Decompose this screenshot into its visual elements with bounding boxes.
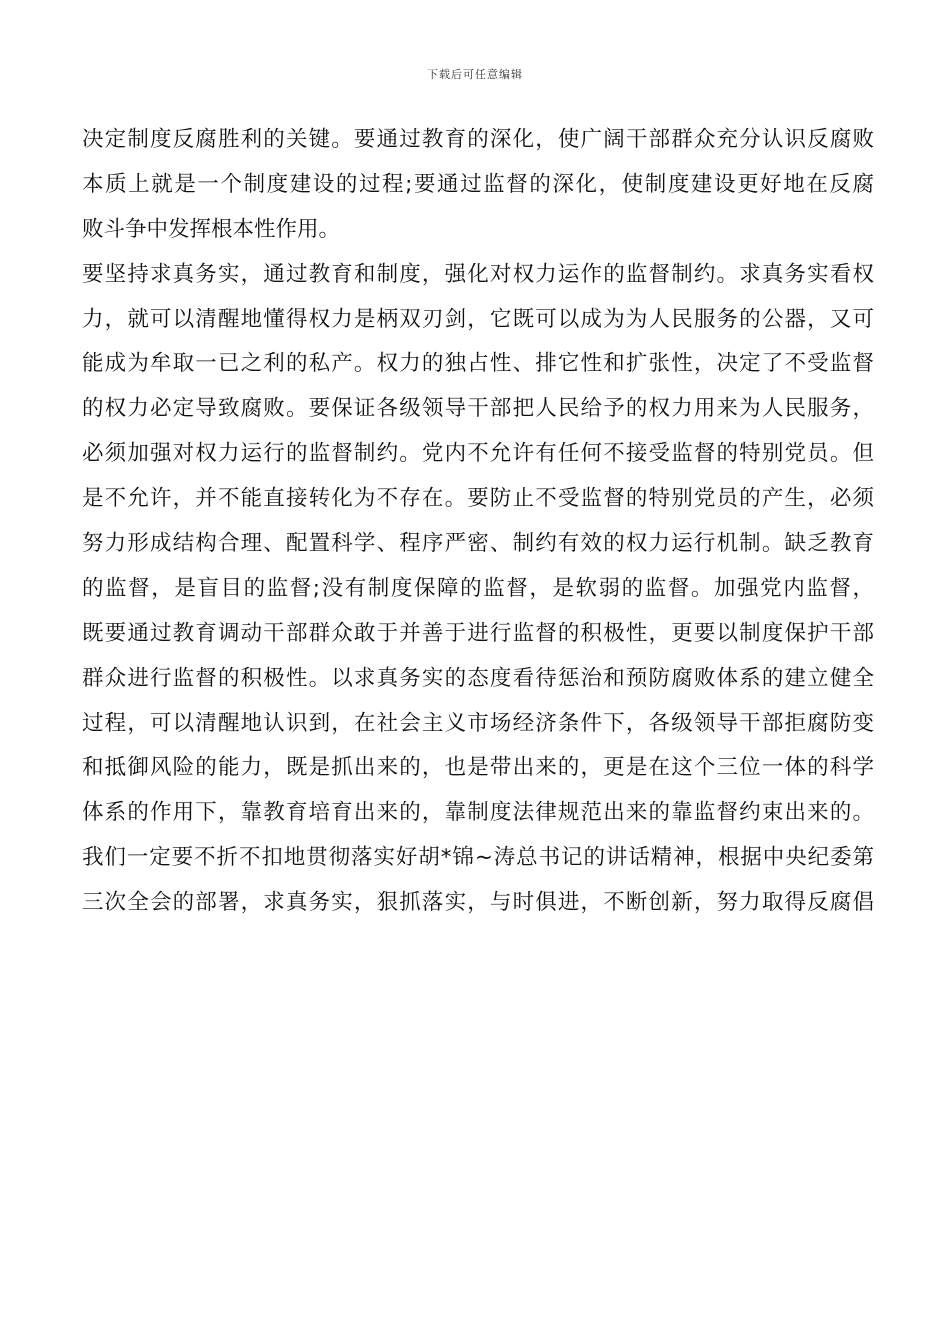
- text-line: 必须加强对权力运行的监督制约。党内不允许有任何不接受监督的特别党员。但: [82, 441, 874, 467]
- text-line: 的权力必定导致腐败。要保证各级领导干部把人民给予的权力用来为人民服务，: [82, 396, 874, 422]
- text-line: 既要通过教育调动干部群众敢于并善于进行监督的积极性，更要以制度保护干部: [82, 620, 874, 646]
- text-line: 群众进行监督的积极性。以求真务实的态度看待惩治和预防腐败体系的建立健全: [82, 665, 874, 691]
- text-line: 能成为牟取一已之利的私产。权力的独占性、排它性和扩张性，决定了不受监督: [82, 351, 874, 377]
- text-line: 本质上就是一个制度建设的过程;要通过监督的深化，使制度建设更好地在反腐: [82, 171, 874, 197]
- text-line: 我们一定要不折不扣地贯彻落实好胡*锦~涛总书记的讲话精神，根据中央纪委第: [82, 845, 874, 871]
- text-line: 和抵御风险的能力，既是抓出来的，也是带出来的，更是在这个三位一体的科学: [82, 755, 874, 781]
- text-line: 力，就可以清醒地懂得权力是柄双刃剑，它既可以成为为人民服务的公器，又可: [82, 306, 874, 332]
- text-line: 努力形成结构合理、配置科学、程序严密、制约有效的权力运行机制。缺乏教育: [82, 531, 874, 557]
- text-line: 要坚持求真务实，通过教育和制度，强化对权力运作的监督制约。求真务实看权: [82, 261, 874, 287]
- text-line: 决定制度反腐胜利的关键。要通过教育的深化，使广阔干部群众充分认识反腐败: [82, 127, 874, 152]
- text-line: 三次全会的部署，求真务实，狠抓落实，与时俱进，不断创新，努力取得反腐倡: [82, 890, 874, 916]
- text-line: 的监督，是盲目的监督;没有制度保障的监督，是软弱的监督。加强党内监督，: [82, 575, 874, 601]
- text-line: 过程，可以清醒地认识到，在社会主义市场经济条件下，各级领导干部拒腐防变: [82, 710, 874, 736]
- text-line: 体系的作用下，靠教育培育出来的，靠制度法律规范出来的靠监督约束出来的。: [82, 800, 874, 826]
- text-line: 败斗争中发挥根本性作用。: [82, 216, 341, 242]
- body-text: [82, 118, 874, 926]
- text-line: 是不允许，并不能直接转化为不存在。要防止不受监督的特别党员的产生，必须: [82, 486, 874, 512]
- page-header: 下载后可任意编辑: [427, 68, 523, 81]
